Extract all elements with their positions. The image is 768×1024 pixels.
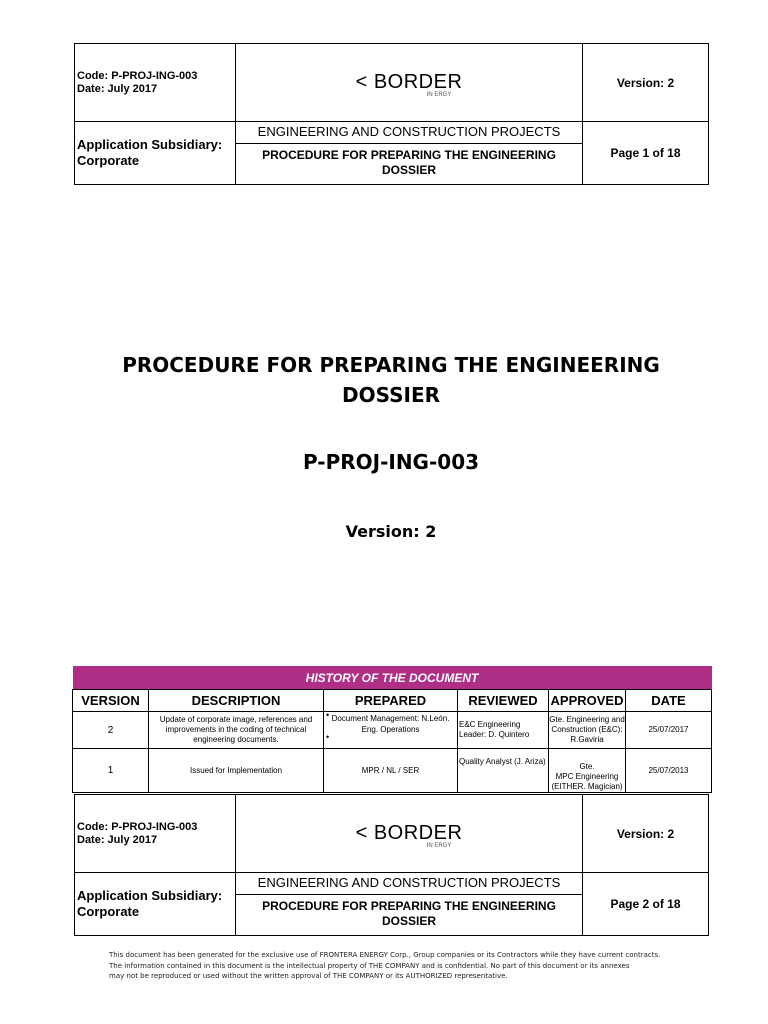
row-reviewed: Quality Analyst (J. Ariza) [458,749,549,793]
logo-sub-text: IN ERGY [426,843,452,849]
logo-sub-text: IN ERGY [426,92,452,98]
prepared-line-1: Document Management: N.León. [331,714,450,723]
page-number: Page 2 of 18 [583,873,709,936]
col-approved: APPROVED [549,690,626,712]
footer-line-2: The information contained in this document is the intellectual property of THE COMPANY and is confidential. No part of this document or its annexes [109,961,630,970]
project-cell [236,873,583,936]
col-version: VERSION [73,690,149,712]
history-table [72,666,712,793]
project-name: ENGINEERING AND CONSTRUCTION PROJECTS [236,122,582,144]
project-name: ENGINEERING AND CONSTRUCTION PROJECTS [236,873,582,895]
row-version: 1 [73,749,149,793]
approved-line-3: (EITHER. Magician) [551,782,623,791]
row-date: 25/07/2013 [626,749,712,793]
subsidiary [75,873,236,936]
row-approved: Gte. Engineering and Construction (E&C): R.Gaviria [549,712,626,749]
col-description: DESCRIPTION [149,690,324,712]
subsidiary-label: Application Subsidiary: [77,137,223,152]
page-number: Page 1 of 18 [583,122,709,185]
row-description: Update of corporate image, references and improvements in the coding of technical engineering documents. [149,712,324,749]
footer-line-1: This document has been generated for the exclusive use of FRONTERA ENERGY Corp., Group companies or its Contractors while they have current contracts. [109,951,661,959]
cover-title [74,350,708,410]
history-band: HISTORY OF THE DOCUMENT [73,666,712,690]
footer-line-3: may not be reproduced or used without the written approval of THE COMPANY or its AUTHORIZED representative. [109,972,508,980]
bullet-icon: • [326,711,330,720]
company-logo [236,44,583,122]
page-1-header [74,43,709,185]
approved-line-1: Gte. [579,762,595,771]
subsidiary [75,122,236,185]
doc-version: Version: 2 [583,44,709,122]
col-date: DATE [626,690,712,712]
logo-main-text: < BORDER [355,822,463,844]
row-date: 25/07/2017 [626,712,712,749]
procedure-name: PROCEDURE FOR PREPARING THE ENGINEERING DOSSIER [262,148,556,177]
row-version: 2 [73,712,149,749]
cover-title-line-1: PROCEDURE FOR PREPARING THE ENGINEERING [122,353,660,377]
cover-code: P-PROJ-ING-003 [302,450,480,474]
cover-title-line-2: DOSSIER [341,383,441,407]
row-prepared: MPR / NL / SER [324,749,458,793]
doc-version: Version: 2 [583,795,709,873]
procedure-name: PROCEDURE FOR PREPARING THE ENGINEERING DOSSIER [262,899,556,928]
company-logo [236,795,583,873]
doc-meta [75,795,236,873]
prepared-line-2: Eng. Operations [361,725,420,734]
doc-code: Code: P-PROJ-ING-003 [77,69,198,82]
project-cell [236,122,583,185]
doc-meta [75,44,236,122]
logo-main-text: < BORDER [355,71,463,93]
doc-date: Date: July 2017 [77,82,158,95]
cover-version: Version: 2 [345,522,437,541]
col-prepared: PREPARED [324,690,458,712]
row-prepared [324,712,458,749]
page-2-header [74,794,709,936]
table-row [73,712,712,749]
row-approved [549,749,626,793]
subsidiary-label: Application Subsidiary: [77,888,223,903]
subsidiary-value: Corporate [77,153,140,168]
approved-line-2: MPC Engineering [555,772,619,781]
doc-date: Date: July 2017 [77,833,158,846]
bullet-icon: • [326,732,330,742]
doc-code: Code: P-PROJ-ING-003 [77,820,198,833]
row-description: Issued for Implementation [149,749,324,793]
table-row [73,749,712,793]
row-reviewed: E&C Engineering Leader: D. Quintero [458,712,549,749]
subsidiary-value: Corporate [77,904,140,919]
col-reviewed: REVIEWED [458,690,549,712]
confidentiality-footer [109,950,660,982]
